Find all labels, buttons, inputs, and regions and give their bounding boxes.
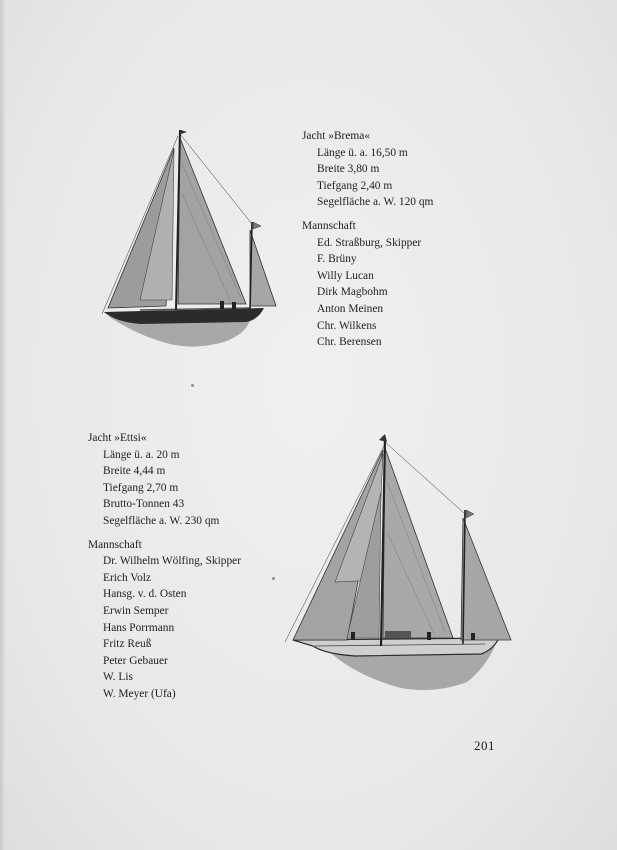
- brema-crew-member: Dirk Magbohm: [317, 286, 388, 299]
- ettsi-crew-member: Fritz Reuß: [103, 638, 152, 651]
- ettsi-hull: [293, 638, 499, 656]
- ettsi-crew-member: W. Lis: [103, 671, 133, 684]
- ettsi-sails: [293, 448, 511, 640]
- brema-crew-member: Ed. Straßburg, Skipper: [317, 236, 422, 249]
- ettsi-info-block: [88, 430, 241, 703]
- ettsi-crew-member: Hansg. v. d. Osten: [103, 588, 187, 601]
- paper-speck: [191, 384, 194, 387]
- brema-crew-member: Anton Meinen: [317, 302, 384, 315]
- yacht-ettsi-illustration: [285, 432, 515, 694]
- ettsi-spec-sail-area: Segelfläche a. W. 230 qm: [103, 514, 220, 527]
- page-spine-shadow: [0, 0, 6, 850]
- ettsi-spec-tonnage: Brutto-Tonnen 43: [103, 498, 185, 511]
- brema-info-block: [302, 128, 433, 351]
- brema-crew-member: F. Brüny: [317, 253, 357, 266]
- paper-speck: [272, 577, 275, 580]
- brema-crew-member: Chr. Wilkens: [317, 319, 377, 332]
- page-number: 201: [474, 738, 495, 753]
- brema-spec-sail-area: Segelfläche a. W. 120 qm: [317, 196, 434, 209]
- brema-crew-member: Chr. Berensen: [317, 336, 382, 349]
- ettsi-crew-member: W. Meyer (Ufa): [103, 687, 176, 700]
- brema-crew-heading: Mannschaft: [302, 219, 356, 232]
- ettsi-crew-member: Peter Gebauer: [103, 654, 168, 667]
- ettsi-crew-member: Dr. Wilhelm Wölfing, Skipper: [103, 555, 242, 568]
- yacht-brema-illustration: [100, 124, 280, 352]
- ettsi-crew-member: Erwin Semper: [103, 604, 169, 617]
- ettsi-spec-length: Länge ü. a. 20 m: [103, 448, 180, 461]
- brema-title: Jacht »Brema«: [302, 130, 371, 142]
- ettsi-title: Jacht »Ettsi«: [88, 432, 147, 444]
- ettsi-spec-draft: Tiefgang 2,70 m: [103, 481, 179, 494]
- brema-spec-draft: Tiefgang 2,40 m: [317, 179, 393, 192]
- brema-spec-length: Länge ü. a. 16,50 m: [317, 146, 408, 159]
- brema-crew-member: Willy Lucan: [317, 269, 374, 282]
- brema-spec-beam: Breite 3,80 m: [317, 163, 380, 176]
- ettsi-spec-beam: Breite 4,44 m: [103, 465, 166, 478]
- brema-hull: [104, 308, 264, 324]
- ettsi-crew-member: Hans Porrmann: [103, 621, 175, 634]
- ettsi-crew-member: Erich Volz: [103, 571, 151, 584]
- ettsi-crew-heading: Mannschaft: [88, 538, 142, 551]
